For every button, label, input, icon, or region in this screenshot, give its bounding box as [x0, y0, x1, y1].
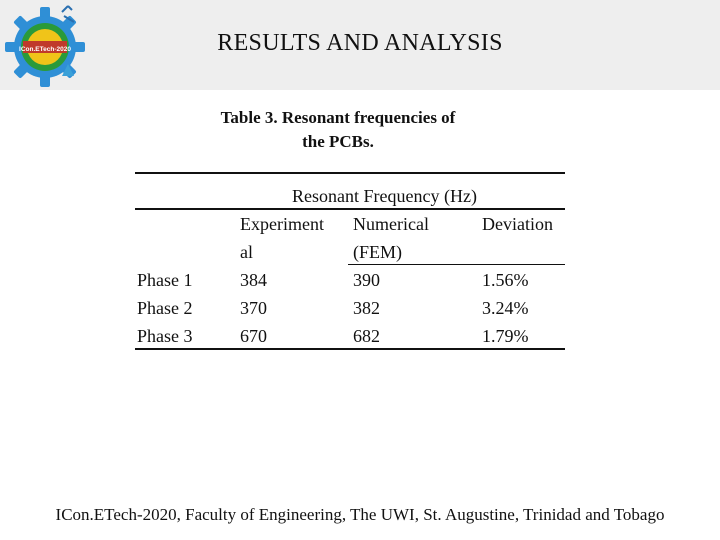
col-header-experimental-2: al — [240, 242, 253, 262]
col-header-numerical-2: (FEM) — [353, 242, 402, 262]
row-2-numerical: 382 — [353, 298, 380, 318]
table-top-rule — [135, 172, 565, 174]
row-2-experimental: 370 — [240, 298, 267, 318]
row-1-phase: Phase 1 — [137, 270, 193, 290]
row-3-deviation: 1.79% — [482, 326, 529, 346]
table-caption-line2: the PCBs. — [302, 132, 374, 151]
table-header-rule — [135, 208, 565, 210]
table-bottom-rule — [135, 348, 565, 350]
col-header-deviation: Deviation — [482, 214, 553, 234]
col-header-experimental-1: Experiment — [240, 214, 324, 234]
row-3-phase: Phase 3 — [137, 326, 193, 346]
subheader-rule — [348, 264, 565, 265]
row-3-numerical: 682 — [353, 326, 380, 346]
row-1-numerical: 390 — [353, 270, 380, 290]
table-caption-line1: Table 3. Resonant frequencies of — [220, 108, 456, 127]
table-caption — [180, 106, 496, 154]
row-2-deviation: 3.24% — [482, 298, 529, 318]
page-title: RESULTS AND ANALYSIS — [217, 30, 503, 56]
footer-text: ICon.ETech-2020, Faculty of Engineering, The UWI, St. Augustine, Trinidad and Tobago — [55, 505, 665, 524]
col-header-numerical-1: Numerical — [353, 214, 429, 234]
row-3-experimental: 670 — [240, 326, 267, 346]
group-header-resonant-frequency: Resonant Frequency (Hz) — [292, 186, 477, 206]
logo-text: ICon.ETech-2020 — [19, 46, 71, 53]
row-2-phase: Phase 2 — [137, 298, 193, 318]
row-1-deviation: 1.56% — [482, 270, 529, 290]
row-1-experimental: 384 — [240, 270, 267, 290]
